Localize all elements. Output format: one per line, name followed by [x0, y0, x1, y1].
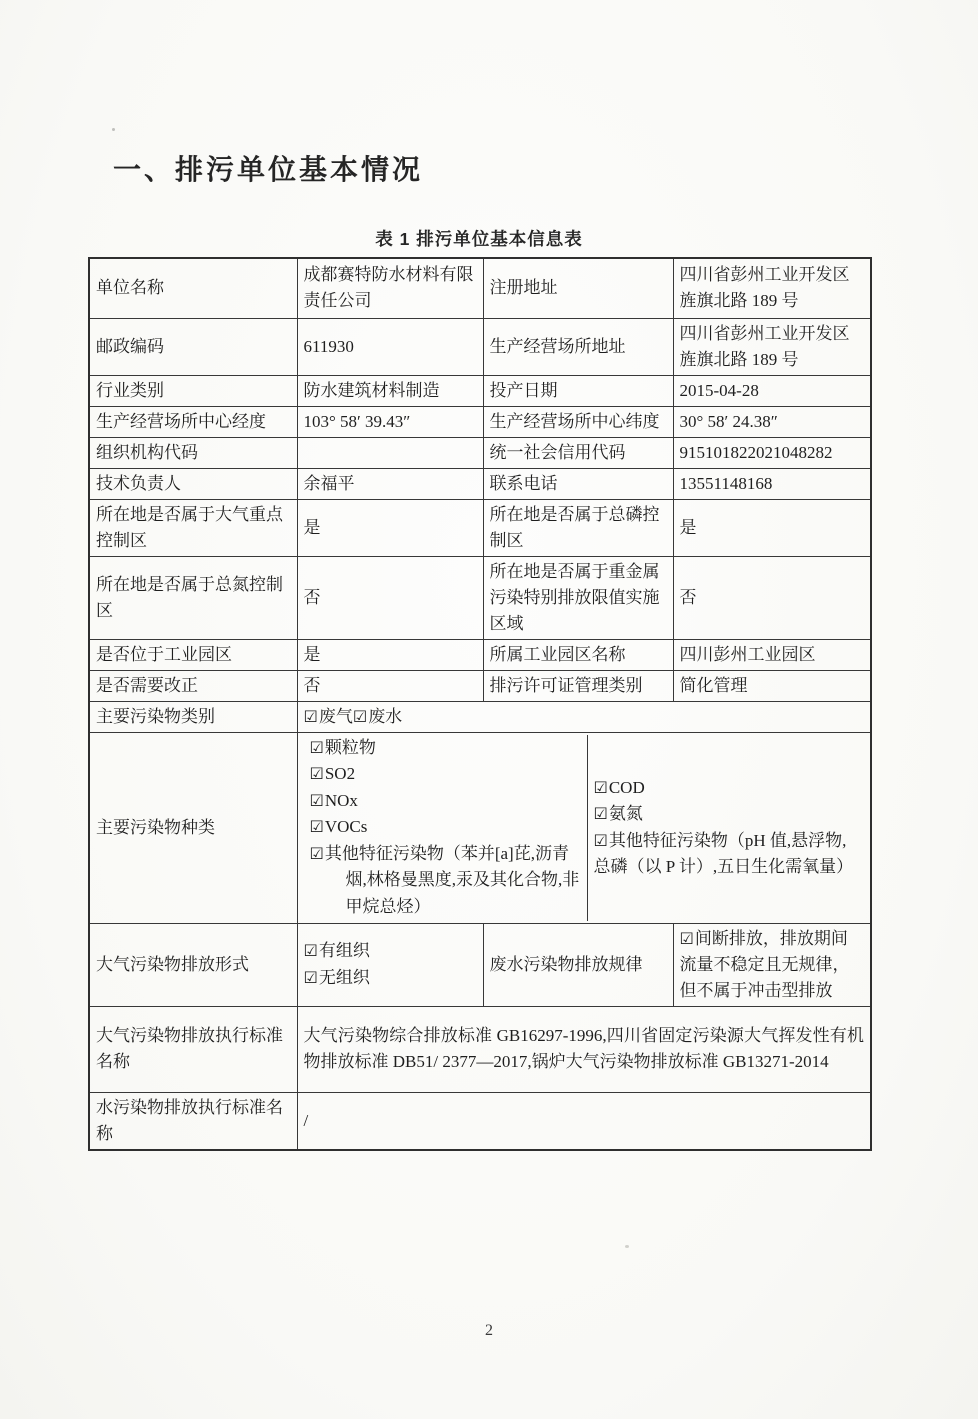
list-item — [594, 801, 859, 828]
air-pollutant-list — [304, 735, 588, 921]
cell-wastewater-pattern-value — [673, 923, 871, 1006]
air-pollutant-other: 其他特征污染物（苯并[a]芘,沥青烟,林格曼黑度,汞及其化合物,非甲烷总烃） — [324, 843, 580, 916]
cell-start-date-label: 投产日期 — [483, 375, 673, 406]
cell-air-key-zone-label: 所在地是否属于大气重点控制区 — [89, 499, 297, 556]
cell-credit-code-value: 915101822021048282 — [673, 437, 871, 468]
checkbox-checked-icon: ☑ — [303, 706, 318, 726]
table-row — [89, 406, 871, 437]
table-row — [89, 923, 871, 1006]
list-item — [310, 761, 581, 788]
cell-unit-name-label: 单位名称 — [89, 258, 297, 318]
list-item — [310, 841, 581, 921]
checkbox-checked-icon: ☑ — [593, 777, 608, 797]
list-item — [310, 788, 581, 815]
scan-speck — [625, 1245, 629, 1248]
cell-phosphorus-zone-value: 是 — [673, 499, 871, 556]
cell-industrial-park-value: 是 — [297, 639, 483, 670]
cell-org-code-label: 组织机构代码 — [89, 437, 297, 468]
cell-correction-label: 是否需要改正 — [89, 670, 297, 701]
cell-pollutant-categories-label: 主要污染物类别 — [89, 701, 297, 732]
cell-registered-address-value: 四川省彭州工业开发区旌旗北路 189 号 — [673, 258, 871, 318]
cell-longitude-label: 生产经营场所中心经度 — [89, 406, 297, 437]
air-pollutant-so2: SO2 — [324, 764, 356, 784]
checkbox-checked-icon: ☑ — [303, 967, 318, 987]
checkbox-checked-icon: ☑ — [679, 928, 694, 948]
cell-longitude-value: 103° 58′ 39.43″ — [297, 406, 483, 437]
pollutant-types-split — [304, 735, 865, 921]
air-pollutant-pm: 颗粒物 — [324, 737, 376, 757]
table-caption: 表 1 排污单位基本信息表 — [375, 229, 583, 249]
cell-wastewater-pattern-label: 废水污染物排放规律 — [483, 923, 673, 1006]
cell-water-standard-value: / — [297, 1092, 871, 1150]
table-row — [89, 318, 871, 375]
list-item — [310, 735, 581, 762]
air-pollutant-nox: NOx — [324, 790, 358, 810]
cell-industry-value: 防水建筑材料制造 — [297, 375, 483, 406]
table-row — [89, 701, 871, 732]
water-pollutant-cod: COD — [608, 777, 645, 797]
cell-air-standard-label: 大气污染物排放执行标准名称 — [89, 1006, 297, 1092]
cell-air-emission-form-value — [297, 923, 483, 1006]
table-row — [89, 732, 871, 923]
emission-form-organized: 有组织 — [318, 941, 370, 960]
cell-pollutant-categories-value — [297, 701, 871, 732]
checkbox-checked-icon: ☑ — [309, 764, 324, 784]
cell-water-standard-label: 水污染物排放执行标准名称 — [89, 1092, 297, 1150]
cell-park-name-label: 所属工业园区名称 — [483, 639, 673, 670]
cell-industrial-park-label: 是否位于工业园区 — [89, 639, 297, 670]
emission-form-unorganized: 无组织 — [318, 967, 370, 987]
cell-postcode-value: 611930 — [297, 318, 483, 375]
cell-latitude-label: 生产经营场所中心纬度 — [483, 406, 673, 437]
checkbox-checked-icon: ☑ — [309, 790, 324, 810]
list-item — [594, 775, 859, 802]
cell-air-standard-value: 大气污染物综合排放标准 GB16297-1996,四川省固定污染源大气挥发性有机物排放标准 DB51/ 2377—2017,锅炉大气污染物排放标准 GB13271-2014 — [297, 1006, 871, 1092]
checkbox-checked-icon: ☑ — [309, 817, 324, 837]
checkbox-checked-icon: ☑ — [309, 737, 324, 757]
table-row — [89, 670, 871, 701]
table-row — [89, 258, 871, 318]
cell-tech-lead-label: 技术负责人 — [89, 468, 297, 499]
list-item — [594, 828, 859, 881]
checkbox-checked-icon: ☑ — [352, 706, 368, 726]
section-heading: 一、排污单位基本情况 — [113, 154, 424, 185]
cell-industry-label: 行业类别 — [89, 375, 297, 406]
pollutant-category-gas: 废气 — [318, 706, 353, 726]
water-pollutant-list — [588, 735, 865, 921]
cell-permit-category-value: 简化管理 — [673, 670, 871, 701]
table-row — [89, 1092, 871, 1150]
cell-site-address-label: 生产经营场所地址 — [483, 318, 673, 375]
list-item — [304, 938, 477, 965]
table-row — [89, 499, 871, 556]
list-item — [310, 814, 581, 841]
cell-air-key-zone-value: 是 — [297, 499, 483, 556]
pollutant-category-water: 废水 — [368, 706, 403, 726]
table-row — [89, 639, 871, 670]
cell-start-date-value: 2015-04-28 — [673, 375, 871, 406]
water-pollutant-nh3n: 氨氮 — [608, 804, 643, 823]
air-pollutant-vocs: VOCs — [324, 817, 368, 837]
water-pollutant-other: 其他特征污染物（pH 值,悬浮物,总磷（以 P 计）,五日生化需氧量） — [593, 830, 854, 876]
cell-phosphorus-zone-label: 所在地是否属于总磷控制区 — [483, 499, 673, 556]
table-row — [89, 556, 871, 639]
cell-unit-name-value: 成都赛特防水材料有限责任公司 — [297, 258, 483, 318]
cell-org-code-value — [297, 437, 483, 468]
cell-tech-lead-value: 余福平 — [297, 468, 483, 499]
checkbox-checked-icon: ☑ — [593, 830, 608, 850]
checkbox-checked-icon: ☑ — [593, 804, 608, 823]
scan-speck — [112, 128, 115, 131]
page-number: 2 — [485, 1322, 493, 1339]
cell-permit-category-label: 排污许可证管理类别 — [483, 670, 673, 701]
cell-nitrogen-zone-label: 所在地是否属于总氮控制区 — [89, 556, 297, 639]
checkbox-checked-icon: ☑ — [303, 941, 318, 960]
cell-air-emission-form-label: 大气污染物排放形式 — [89, 923, 297, 1006]
cell-phone-value: 13551148168 — [673, 468, 871, 499]
table-row — [89, 375, 871, 406]
cell-latitude-value: 30° 58′ 24.38″ — [673, 406, 871, 437]
wastewater-pattern-text: 间断排放，排放期间流量不稳定且无规律，但不属于冲击型排放 — [679, 928, 850, 1000]
cell-pollutant-types-value — [297, 732, 871, 923]
cell-heavy-metal-zone-label: 所在地是否属于重金属污染特别排放限值实施区域 — [483, 556, 673, 639]
table-row — [89, 437, 871, 468]
cell-correction-value: 否 — [297, 670, 483, 701]
cell-park-name-value: 四川彭州工业园区 — [673, 639, 871, 670]
cell-site-address-value: 四川省彭州工业开发区旌旗北路 189 号 — [673, 318, 871, 375]
cell-credit-code-label: 统一社会信用代码 — [483, 437, 673, 468]
table-row — [89, 1006, 871, 1092]
basic-info-table — [88, 257, 872, 1151]
cell-heavy-metal-zone-value: 否 — [673, 556, 871, 639]
cell-postcode-label: 邮政编码 — [89, 318, 297, 375]
cell-pollutant-types-label: 主要污染物种类 — [89, 732, 297, 923]
cell-registered-address-label: 注册地址 — [483, 258, 673, 318]
checkbox-checked-icon: ☑ — [309, 843, 324, 863]
table-row — [89, 468, 871, 499]
cell-nitrogen-zone-value: 否 — [297, 556, 483, 639]
list-item — [304, 965, 477, 992]
cell-phone-label: 联系电话 — [483, 468, 673, 499]
